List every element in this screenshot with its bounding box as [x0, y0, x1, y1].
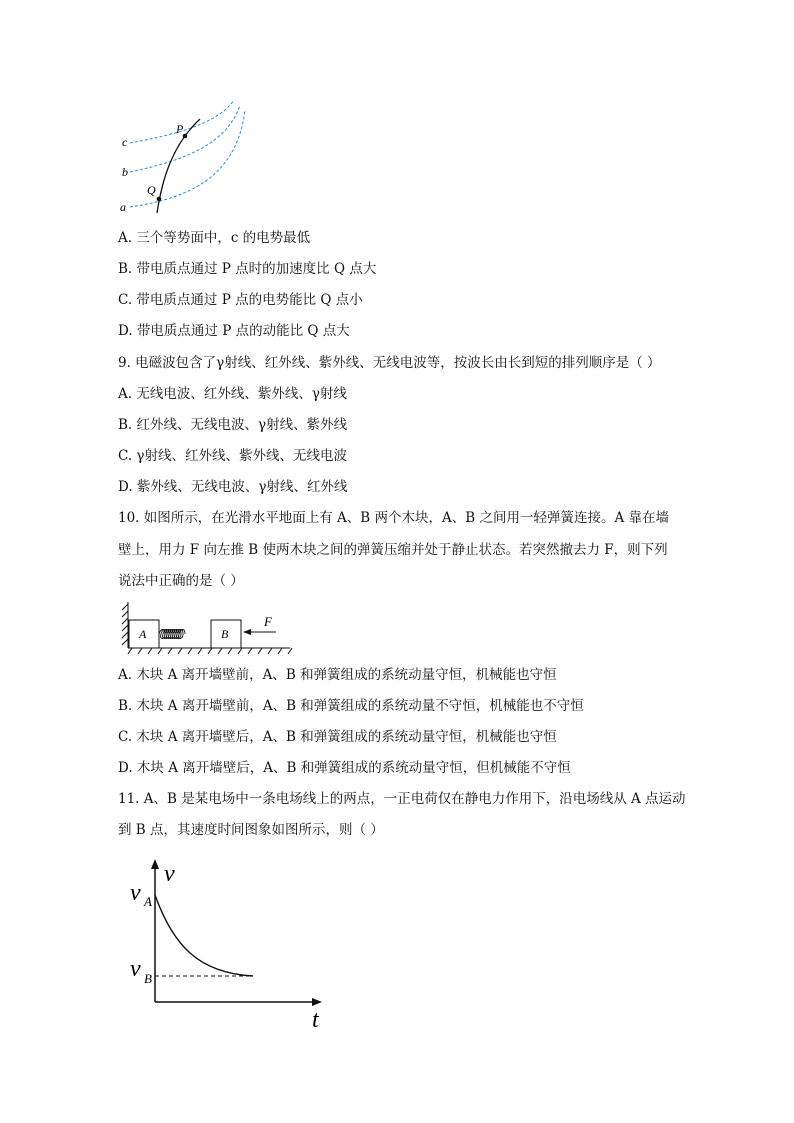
wall-hatching [122, 602, 128, 648]
spring-blocks-figure [118, 600, 298, 656]
equipotential-figure [112, 95, 252, 220]
force-arrowhead [243, 629, 251, 635]
label-b: b [122, 165, 128, 179]
label-vA: v [130, 880, 141, 906]
label-P: P [176, 122, 184, 136]
label-F: F [264, 614, 272, 629]
q10-stem-line-1: 10. 如图所示，在光滑水平地面上有 A、B 两个木块，A、B 之间用一轻弹簧连接。A 靠在墙 [118, 510, 670, 526]
q10-option-a: A. 木块 A 离开墙壁前，A、B 和弹簧组成的系统动量守恒，机械能也守恒 [118, 667, 557, 683]
label-vA-subscript: A [144, 894, 152, 909]
label-vB-subscript: B [144, 971, 152, 986]
q11-stem-line-2: 到 B 点，其速度时间图象如图所示，则（ ） [118, 822, 384, 838]
label-c: c [122, 135, 128, 149]
equipotential-b [130, 105, 240, 172]
q9-option-d: D. 紫外线、无线电波、γ射线、红外线 [118, 479, 348, 495]
label-a: a [120, 200, 126, 214]
label-v: v [164, 861, 175, 887]
q9-option-c: C. γ射线、红外线、紫外线、无线电波 [118, 448, 347, 464]
q9-stem: 9. 电磁波包含了γ射线、红外线、紫外线、无线电波等，按波长由长到短的排列顺序是（ ） [118, 355, 661, 371]
q9-option-a: A. 无线电波、红外线、紫外线、γ射线 [118, 386, 347, 402]
q10-stem-line-2: 壁上，用力 F 向左推 B 使两木块之间的弹簧压缩并处于静止状态。若突然撤去力 F，则下列 [118, 542, 668, 558]
label-A: A [139, 627, 147, 641]
point-P [183, 134, 188, 139]
q8-option-a: A. 三个等势面中，c 的电势最低 [118, 230, 311, 246]
label-Q: Q [147, 183, 156, 197]
q8-option-c: C. 带电质点通过 P 点的电势能比 Q 点小 [118, 292, 363, 308]
q10-option-c: C. 木块 A 离开墙壁后，A、B 和弹簧组成的系统动量守恒，机械能也守恒 [118, 729, 557, 745]
label-t: t [312, 1007, 319, 1033]
q8-option-b: B. 带电质点通过 P 点时的加速度比 Q 点大 [118, 261, 377, 277]
v-axis-arrowhead [151, 859, 159, 869]
point-Q [157, 197, 162, 202]
q10-option-d: D. 木块 A 离开墙壁后，A、B 和弹簧组成的系统动量守恒，但机械能不守恒 [118, 760, 571, 776]
spring [159, 630, 185, 639]
velocity-curve [155, 895, 253, 976]
q10-stem-line-3: 说法中正确的是（ ） [118, 573, 244, 589]
t-axis-arrowhead [312, 998, 322, 1006]
q8-option-d: D. 带电质点通过 P 点的动能比 Q 点大 [118, 323, 350, 339]
label-B: B [221, 627, 229, 641]
q11-stem-line-1: 11. A、B 是某电场中一条电场线上的两点，一正电荷仅在静电力作用下，沿电场线从 A 点运动 [118, 791, 686, 807]
velocity-time-graph [118, 855, 333, 1035]
ground-hatching [128, 648, 292, 654]
label-vB: v [130, 956, 141, 982]
q9-option-b: B. 红外线、无线电波、γ射线、紫外线 [118, 417, 348, 433]
q10-option-b: B. 木块 A 离开墙壁前，A、B 和弹簧组成的系统动量不守恒，机械能也不守恒 [118, 698, 584, 714]
